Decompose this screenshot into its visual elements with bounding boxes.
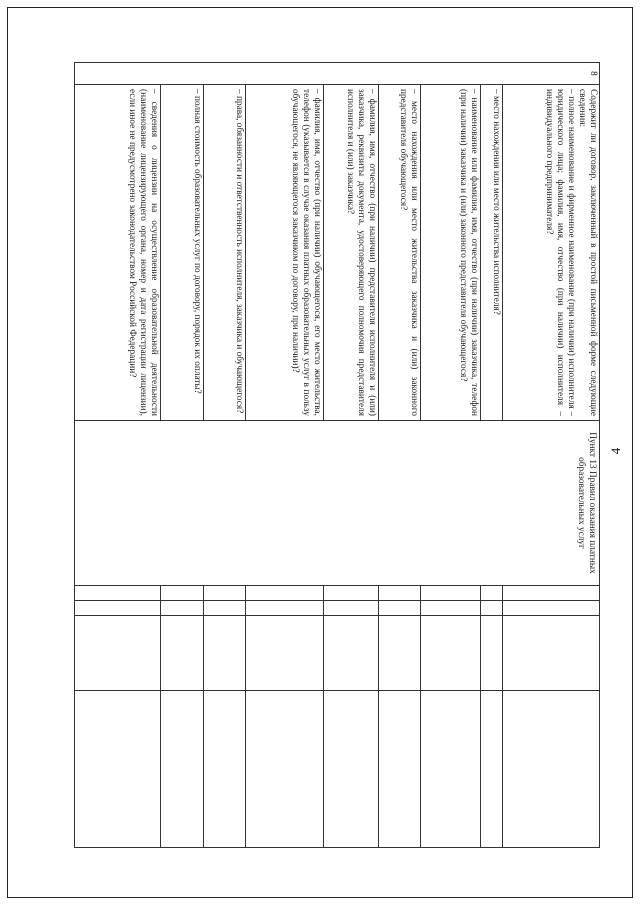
answer-yes-cell bbox=[379, 586, 421, 601]
not-applicable-cell bbox=[481, 616, 503, 691]
not-applicable-cell bbox=[246, 616, 324, 691]
answer-no-cell bbox=[379, 601, 421, 616]
criterion-cell: – место нахождения или место жительства заказчика и (или) законного представителя обучающегося? bbox=[379, 85, 421, 421]
note-cell bbox=[246, 691, 324, 848]
not-applicable-cell bbox=[204, 616, 246, 691]
not-applicable-cell bbox=[75, 616, 161, 691]
note-cell bbox=[481, 691, 503, 848]
checklist-table bbox=[74, 62, 600, 848]
note-cell bbox=[204, 691, 246, 848]
criterion-cell: – права, обязанности и ответственность исполнителя, заказчика и обучающегося? bbox=[204, 85, 246, 421]
note-cell bbox=[324, 691, 379, 848]
table-row bbox=[503, 63, 600, 848]
not-applicable-cell bbox=[379, 616, 421, 691]
answer-yes-cell bbox=[161, 586, 204, 601]
answer-yes-cell bbox=[246, 586, 324, 601]
criterion-cell: Содержит ли договор, заключенный в простой письменной форме следующие сведения: – полное наименование и фирменное наименование (при наличии) исполнителя – юридического лица; фамилия, имя, отчество (при наличии) исполнителя – индивидуального предпринимателя? bbox=[503, 85, 600, 421]
answer-yes-cell bbox=[503, 586, 600, 601]
criterion-cell: – сведения о лицензии на осуществление образовательной деятельности (наименование лицензирующего органа, номер и дата регистрации лицензии), если иное не предусмотрено законодательством Российской Федерации? bbox=[75, 85, 161, 421]
note-cell bbox=[75, 691, 161, 848]
not-applicable-cell bbox=[503, 616, 600, 691]
note-cell bbox=[503, 691, 600, 848]
note-cell bbox=[421, 691, 481, 848]
page-number: 4 bbox=[608, 447, 623, 455]
answer-no-cell bbox=[246, 601, 324, 616]
item-number: 8 bbox=[75, 63, 600, 85]
answer-yes-cell bbox=[324, 586, 379, 601]
criterion-cell: – фамилия, имя, отчество (при наличии) представителя исполнителя и (или) заказчика, реквизиты документа, удостоверяющего полномочия представителя исполнителя и (или) заказчика? bbox=[324, 85, 379, 421]
not-applicable-cell bbox=[421, 616, 481, 691]
answer-yes-cell bbox=[481, 586, 503, 601]
not-applicable-cell bbox=[161, 616, 204, 691]
answer-no-cell bbox=[161, 601, 204, 616]
note-cell bbox=[161, 691, 204, 848]
not-applicable-cell bbox=[324, 616, 379, 691]
criterion-cell: – фамилия, имя, отчество (при наличии) обучающегося, его место жительства, телефон (указывается в случае оказания платных образовательных услуг в пользу обучающегося, не являющегося заказчиком по договору, при наличии)? bbox=[246, 85, 324, 421]
note-cell bbox=[379, 691, 421, 848]
answer-yes-cell bbox=[421, 586, 481, 601]
answer-no-cell bbox=[324, 601, 379, 616]
answer-yes-cell bbox=[75, 586, 161, 601]
rotated-table-container bbox=[75, 62, 600, 847]
answer-no-cell bbox=[75, 601, 161, 616]
answer-no-cell bbox=[503, 601, 600, 616]
answer-no-cell bbox=[421, 601, 481, 616]
criterion-cell: – наименование или фамилия, имя, отчество (при наличии) заказчика, телефон (при наличии) заказчика и (или) законного представителя обучающегося? bbox=[421, 85, 481, 421]
criterion-cell: – место нахождения или место жительства исполнителя? bbox=[481, 85, 503, 421]
answer-no-cell bbox=[481, 601, 503, 616]
answer-no-cell bbox=[204, 601, 246, 616]
normative-reference: Пункт 13 Правил оказания платных образовательных услуг bbox=[75, 421, 600, 586]
criterion-cell: – полная стоимость образовательных услуг по договору, порядок их оплаты? bbox=[161, 85, 204, 421]
answer-yes-cell bbox=[204, 586, 246, 601]
